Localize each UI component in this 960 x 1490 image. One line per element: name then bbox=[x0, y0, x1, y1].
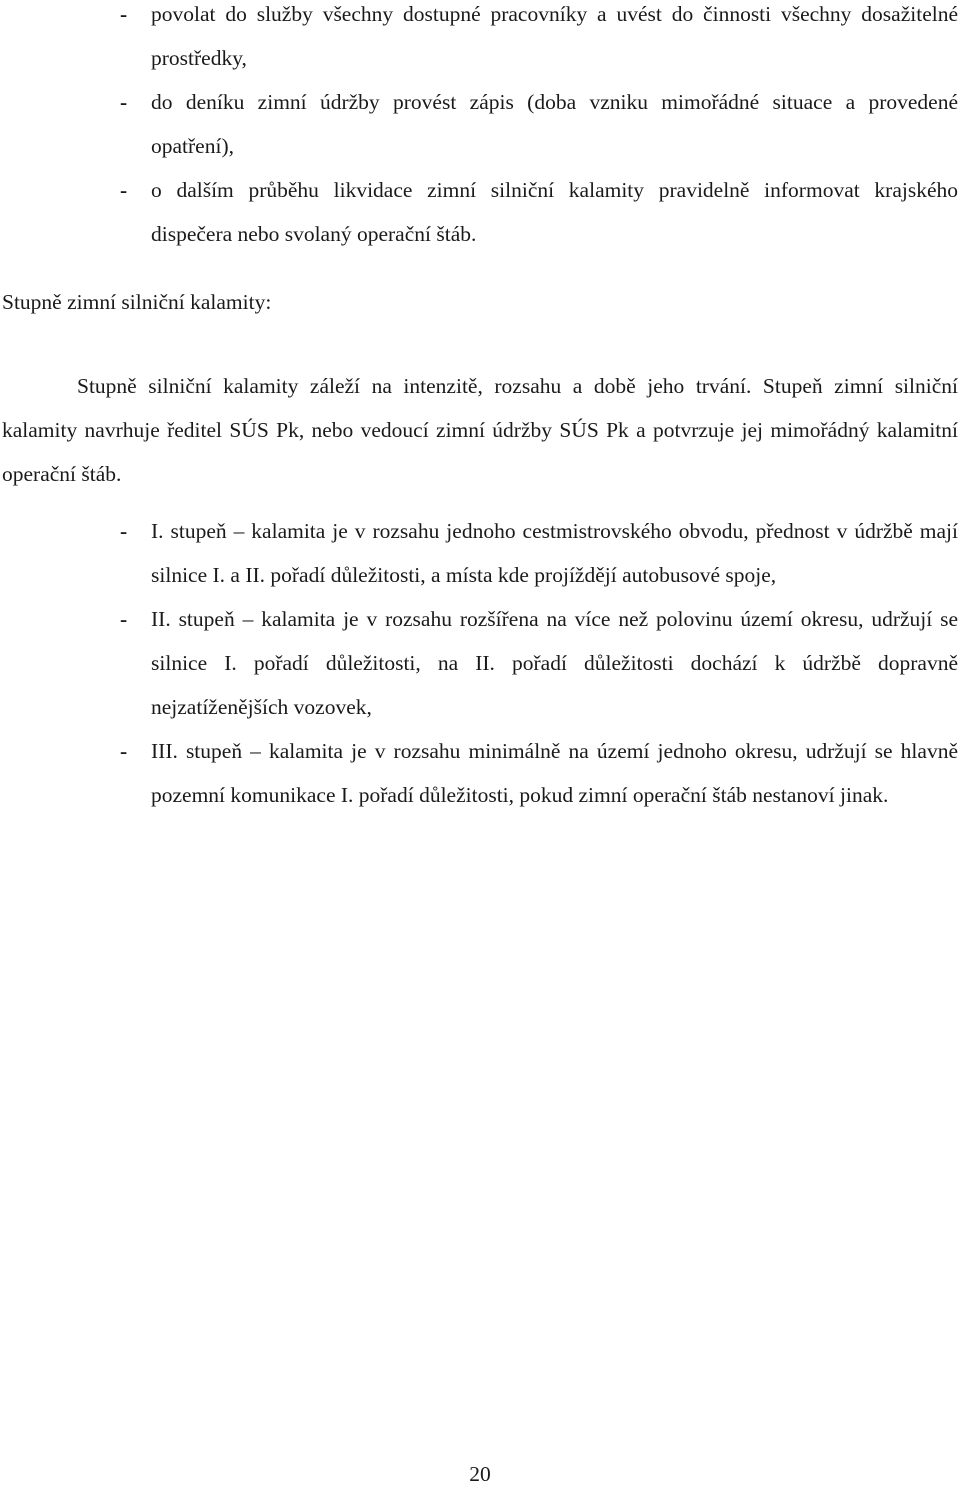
list-item-text: I. stupeň – kalamita je v rozsahu jednoho cestmistrovského obvodu, přednost v údržbě mají silnice I. a II. pořadí důležitosti, a místa kde projíždějí autobusové spoje, bbox=[151, 519, 958, 587]
list-item-text: III. stupeň – kalamita je v rozsahu minimálně na území jednoho okresu, udržují se hlavně pozemní komunikace I. pořadí důležitosti, pokud zimní operační štáb nestanoví jinak. bbox=[151, 739, 958, 807]
list-dash: - bbox=[120, 90, 128, 114]
top-bullet-list bbox=[0, 0, 960, 256]
list-item bbox=[0, 80, 960, 168]
paragraph-text: Stupně silniční kalamity záleží na intenzitě, rozsahu a době jeho trvání. Stupeň zimní silniční kalamity navrhuje ředitel SÚS Pk, nebo vedoucí zimní údržby SÚS Pk a potvrzuje jej mimořádný kalamitní operační štáb. bbox=[2, 374, 958, 486]
list-item-text: o dalším průběhu likvidace zimní silniční kalamity pravidelně informovat krajského dispečera nebo svolaný operační štáb. bbox=[151, 178, 958, 246]
list-item bbox=[0, 168, 960, 256]
list-dash: - bbox=[120, 178, 128, 202]
list-dash: - bbox=[120, 739, 128, 763]
list-item-text: II. stupeň – kalamita je v rozsahu rozšířena na více než polovinu území okresu, udržují se silnice I. pořadí důležitosti, na II. pořadí důležitosti dochází k údržbě dopravně nejzatíženějších vozovek, bbox=[151, 607, 958, 719]
list-item bbox=[0, 597, 960, 729]
body-paragraph bbox=[2, 364, 958, 496]
list-dash: - bbox=[120, 607, 128, 631]
list-item bbox=[0, 729, 960, 817]
list-item bbox=[0, 509, 960, 597]
list-dash: - bbox=[120, 2, 128, 26]
section-heading: Stupně zimní silniční kalamity: bbox=[2, 290, 272, 314]
list-dash: - bbox=[120, 519, 128, 543]
list-item-text: do deníku zimní údržby provést zápis (doba vzniku mimořádné situace a provedené opatření), bbox=[151, 90, 958, 158]
levels-bullet-list bbox=[0, 509, 960, 817]
list-item-text: povolat do služby všechny dostupné pracovníky a uvést do činnosti všechny dosažitelné prostředky, bbox=[151, 2, 958, 70]
list-item bbox=[0, 0, 960, 80]
page-number: 20 bbox=[469, 1462, 491, 1486]
